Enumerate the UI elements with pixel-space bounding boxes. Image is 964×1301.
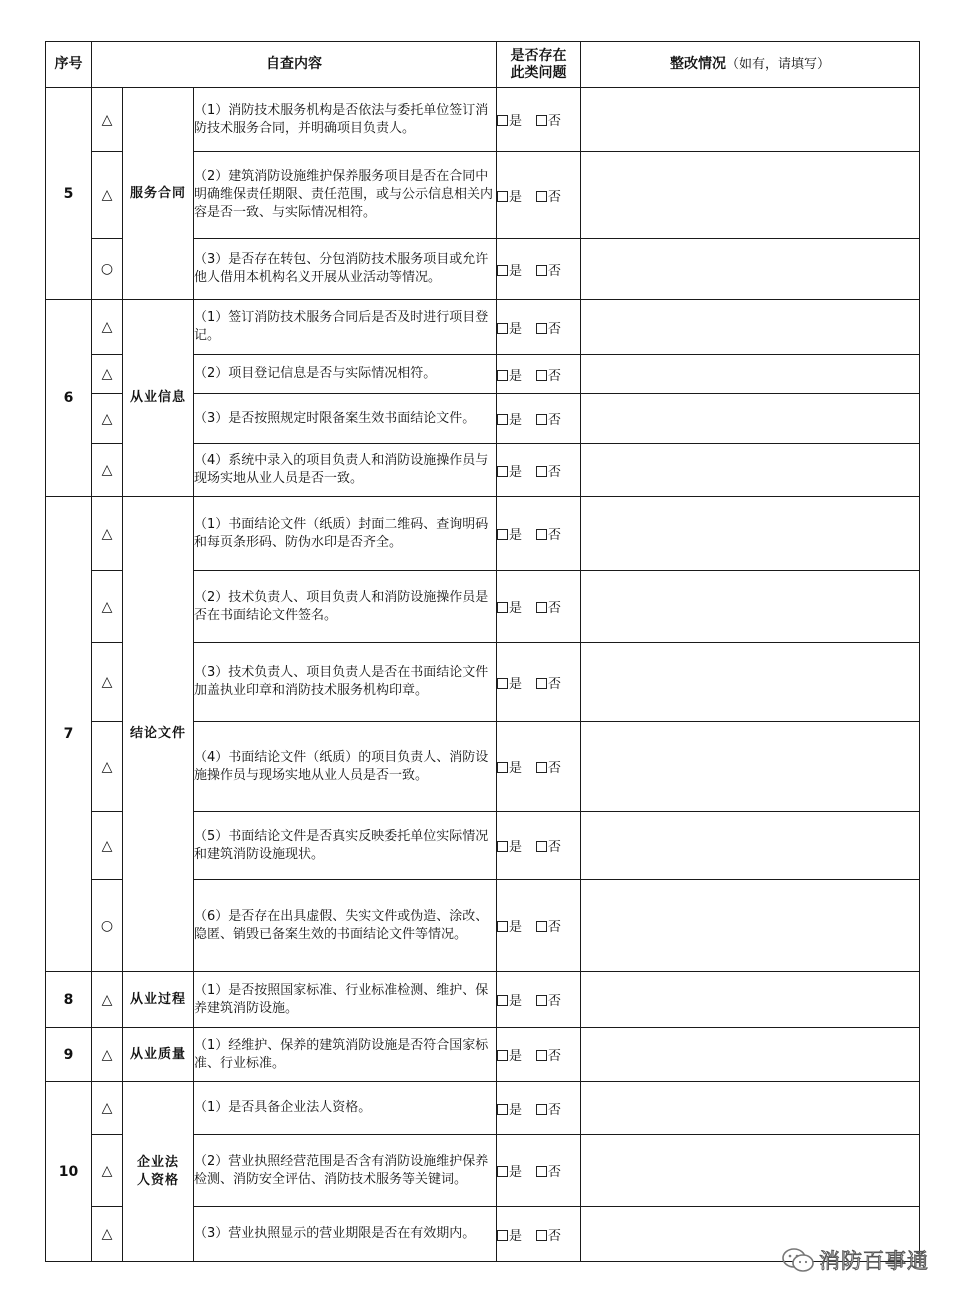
no-checkbox[interactable] [536,323,547,334]
header-rectify-title: 整改情况 [669,56,726,72]
item-content: （4）系统中录入的项目负责人和消防设施操作员与现场实地从业人员是否一致。 [194,444,497,497]
rectify-input-cell[interactable] [581,300,920,355]
yes-label: 是 [509,263,523,279]
section-category: 从业信息 [123,300,194,497]
yes-checkbox[interactable] [497,191,508,202]
yes-option[interactable] [497,1225,522,1244]
yes-no-choice [497,1028,581,1082]
no-option[interactable] [536,409,561,428]
item-mark: △ [92,1028,123,1082]
yes-option[interactable] [497,673,522,692]
item-mark: ○ [92,239,123,300]
no-option[interactable] [536,1225,561,1244]
yes-label: 是 [509,601,523,616]
no-option[interactable] [536,757,561,776]
no-checkbox[interactable] [536,115,547,126]
header-rectify [581,42,920,88]
rectify-input-cell[interactable] [581,812,920,880]
yes-label: 是 [509,189,523,205]
item-mark: △ [92,1207,123,1262]
yes-label: 是 [509,1102,523,1118]
yes-no-choice [497,1207,581,1262]
section-number: 7 [46,497,92,972]
yes-label: 是 [509,676,523,692]
yes-no-choice [497,880,581,972]
no-option[interactable] [536,916,561,935]
rectify-input-cell[interactable] [581,571,920,643]
yes-no-choice [497,497,581,571]
no-option[interactable] [536,597,561,616]
no-label: 否 [548,413,562,428]
no-option[interactable] [536,110,561,129]
section-number: 9 [46,1028,92,1082]
yes-label: 是 [509,114,523,129]
yes-no-choice [497,88,581,152]
item-mark: △ [92,643,123,722]
table-row [46,972,920,1028]
no-option[interactable] [536,461,561,480]
yes-label: 是 [509,1165,523,1180]
no-option[interactable] [536,524,561,543]
no-checkbox[interactable] [536,191,547,202]
no-option[interactable] [536,990,561,1009]
no-label: 否 [548,994,562,1009]
header-content: 自查内容 [92,42,497,88]
section-number: 10 [46,1082,92,1262]
no-label: 否 [548,1049,562,1064]
no-checkbox[interactable] [536,265,547,276]
header-rectify-note: （如有，请填写） [725,57,830,72]
yes-checkbox[interactable] [497,265,508,276]
no-option[interactable] [536,1045,561,1064]
no-checkbox[interactable] [536,1230,547,1241]
header-exists [497,42,581,88]
item-content: （5）书面结论文件是否真实反映委托单位实际情况和建筑消防设施现状。 [194,812,497,880]
no-checkbox[interactable] [536,995,547,1006]
no-checkbox[interactable] [536,602,547,613]
rectify-input-cell[interactable] [581,1082,920,1135]
yes-label: 是 [509,528,523,543]
yes-checkbox[interactable] [497,678,508,689]
yes-checkbox[interactable] [497,115,508,126]
no-option[interactable] [536,1161,561,1180]
item-content: （4）书面结论文件（纸质）的项目负责人、消防设施操作员与现场实地从业人员是否一致。 [194,722,497,812]
item-mark: △ [92,571,123,643]
rectify-input-cell[interactable] [581,972,920,1028]
item-content: （6）是否存在出具虚假、失实文件或伪造、涂改、隐匿、销毁已备案生效的书面结论文件等情况。 [194,880,497,972]
self-inspection-table [45,41,920,1262]
yes-option[interactable] [497,990,522,1009]
rectify-input-cell[interactable] [581,355,920,394]
header-exists-line2: 此类问题 [510,64,567,81]
table-row [46,300,920,355]
rectify-input-cell[interactable] [581,1028,920,1082]
no-label: 否 [548,189,562,205]
no-checkbox[interactable] [536,762,547,773]
yes-label: 是 [509,464,523,480]
section-category: 结论文件 [123,497,194,972]
section-category: 从业过程 [123,972,194,1028]
yes-no-choice [497,812,581,880]
yes-checkbox[interactable] [497,1050,508,1061]
yes-no-choice [497,444,581,497]
yes-label: 是 [509,321,523,337]
table-row [46,1028,920,1082]
yes-checkbox[interactable] [497,602,508,613]
no-label: 否 [548,321,562,337]
yes-label: 是 [509,368,523,384]
no-label: 否 [548,1165,562,1180]
rectify-input-cell[interactable] [581,152,920,239]
no-checkbox[interactable] [536,370,547,381]
yes-label: 是 [509,994,523,1009]
no-label: 否 [548,920,562,935]
no-checkbox[interactable] [536,1050,547,1061]
yes-no-choice [497,355,581,394]
item-content: （2）营业执照经营范围是否含有消防设施维护保养检测、消防安全评估、消防技术服务等关键词。 [194,1135,497,1207]
yes-checkbox[interactable] [497,370,508,381]
section-category: 服务合同 [123,88,194,300]
yes-option[interactable] [497,365,522,384]
no-checkbox[interactable] [536,1166,547,1177]
item-content: （1）消防技术服务机构是否依法与委托单位签订消防技术服务合同，并明确项目负责人。 [194,88,497,152]
item-content: （1）是否具备企业法人资格。 [194,1082,497,1135]
no-checkbox[interactable] [536,841,547,852]
item-mark: △ [92,152,123,239]
no-checkbox[interactable] [536,921,547,932]
item-mark: △ [92,972,123,1028]
no-label: 否 [548,840,562,855]
yes-checkbox[interactable] [497,1230,508,1241]
yes-checkbox[interactable] [497,762,508,773]
item-mark: △ [92,444,123,497]
item-content: （3）是否存在转包、分包消防技术服务项目或允许他人借用本机构名义开展从业活动等情况。 [194,239,497,300]
yes-option[interactable] [497,836,522,855]
no-option[interactable] [536,1099,561,1118]
item-mark: △ [92,1082,123,1135]
section-number: 8 [46,972,92,1028]
rectify-input-cell[interactable] [581,643,920,722]
no-checkbox[interactable] [536,414,547,425]
yes-option[interactable] [497,260,522,279]
yes-option[interactable] [497,916,522,935]
yes-checkbox[interactable] [497,323,508,334]
no-checkbox[interactable] [536,529,547,540]
yes-no-choice [497,239,581,300]
item-mark: △ [92,394,123,444]
item-content: （2）建筑消防设施维护保养服务项目是否在合同中明确维保责任期限、责任范围，或与公示信息相关内容是否一致、与实际情况相符。 [194,152,497,239]
item-mark: ○ [92,880,123,972]
yes-option[interactable] [497,461,522,480]
yes-option[interactable] [497,757,522,776]
item-content: （2）项目登记信息是否与实际情况相符。 [194,355,497,394]
item-content: （3）是否按照规定时限备案生效书面结论文件。 [194,394,497,444]
section-category: 从业质量 [123,1028,194,1082]
no-label: 否 [548,601,562,616]
watermark [781,1245,929,1275]
yes-option[interactable] [497,1045,522,1064]
no-option[interactable] [536,673,561,692]
header-exists-line1: 是否存在 [510,47,567,64]
rectify-input-cell[interactable] [581,722,920,812]
rectify-input-cell[interactable] [581,497,920,571]
yes-no-choice [497,571,581,643]
yes-option[interactable] [497,1161,522,1180]
yes-label: 是 [509,413,523,428]
yes-option[interactable] [497,186,522,205]
rectify-input-cell[interactable] [581,444,920,497]
yes-no-choice [497,722,581,812]
yes-no-choice [497,1082,581,1135]
item-mark: △ [92,88,123,152]
item-mark: △ [92,722,123,812]
no-label: 否 [548,464,562,480]
item-content: （1）签订消防技术服务合同后是否及时进行项目登记。 [194,300,497,355]
yes-no-choice [497,1135,581,1207]
yes-option[interactable] [497,318,522,337]
yes-no-choice [497,152,581,239]
table-row [46,1082,920,1135]
yes-no-choice [497,394,581,444]
no-label: 否 [548,528,562,543]
no-option[interactable] [536,186,561,205]
rectify-input-cell[interactable] [581,880,920,972]
section-category: 企业法人资格 [123,1082,194,1262]
item-mark: △ [92,497,123,571]
yes-checkbox[interactable] [497,1166,508,1177]
no-label: 否 [548,676,562,692]
table-row [46,497,920,571]
watermark-text: 消防百事通 [819,1249,929,1273]
yes-no-choice [497,972,581,1028]
yes-label: 是 [509,761,523,776]
no-label: 否 [548,263,562,279]
no-option[interactable] [536,260,561,279]
no-option[interactable] [536,836,561,855]
no-label: 否 [548,761,562,776]
section-number: 6 [46,300,92,497]
item-content: （1）经维护、保养的建筑消防设施是否符合国家标准、行业标准。 [194,1028,497,1082]
rectify-input-cell[interactable] [581,239,920,300]
item-content: （1）书面结论文件（纸质）封面二维码、查询明码和每页条形码、防伪水印是否齐全。 [194,497,497,571]
no-option[interactable] [536,318,561,337]
no-label: 否 [548,114,562,129]
yes-label: 是 [509,920,523,935]
yes-label: 是 [509,840,523,855]
rectify-input-cell[interactable] [581,394,920,444]
yes-checkbox[interactable] [497,841,508,852]
yes-checkbox[interactable] [497,995,508,1006]
yes-checkbox[interactable] [497,466,508,477]
table-row [46,88,920,152]
yes-label: 是 [509,1228,523,1244]
no-label: 否 [548,368,562,384]
item-content: （3）技术负责人、项目负责人是否在书面结论文件加盖执业印章和消防技术服务机构印章。 [194,643,497,722]
yes-option[interactable] [497,524,522,543]
item-mark: △ [92,300,123,355]
yes-label: 是 [509,1049,523,1064]
yes-checkbox[interactable] [497,529,508,540]
rectify-input-cell[interactable] [581,1135,920,1207]
no-checkbox[interactable] [536,1104,547,1115]
yes-option[interactable] [497,1099,522,1118]
wechat-icon [781,1247,815,1273]
yes-checkbox[interactable] [497,414,508,425]
no-option[interactable] [536,365,561,384]
yes-no-choice [497,643,581,722]
header-row [46,42,920,88]
item-content: （2）技术负责人、项目负责人和消防设施操作员是否在书面结论文件签名。 [194,571,497,643]
yes-option[interactable] [497,597,522,616]
header-seq: 序号 [46,42,92,88]
yes-checkbox[interactable] [497,1104,508,1115]
yes-option[interactable] [497,409,522,428]
no-label: 否 [548,1228,562,1244]
item-content: （1）是否按照国家标准、行业标准检测、维护、保养建筑消防设施。 [194,972,497,1028]
yes-checkbox[interactable] [497,921,508,932]
yes-no-choice [497,300,581,355]
item-mark: △ [92,1135,123,1207]
item-content: （3）营业执照显示的营业期限是否在有效期内。 [194,1207,497,1262]
yes-option[interactable] [497,110,522,129]
no-checkbox[interactable] [536,466,547,477]
item-mark: △ [92,355,123,394]
rectify-input-cell[interactable] [581,88,920,152]
no-label: 否 [548,1102,562,1118]
section-number: 5 [46,88,92,300]
no-checkbox[interactable] [536,678,547,689]
item-mark: △ [92,812,123,880]
